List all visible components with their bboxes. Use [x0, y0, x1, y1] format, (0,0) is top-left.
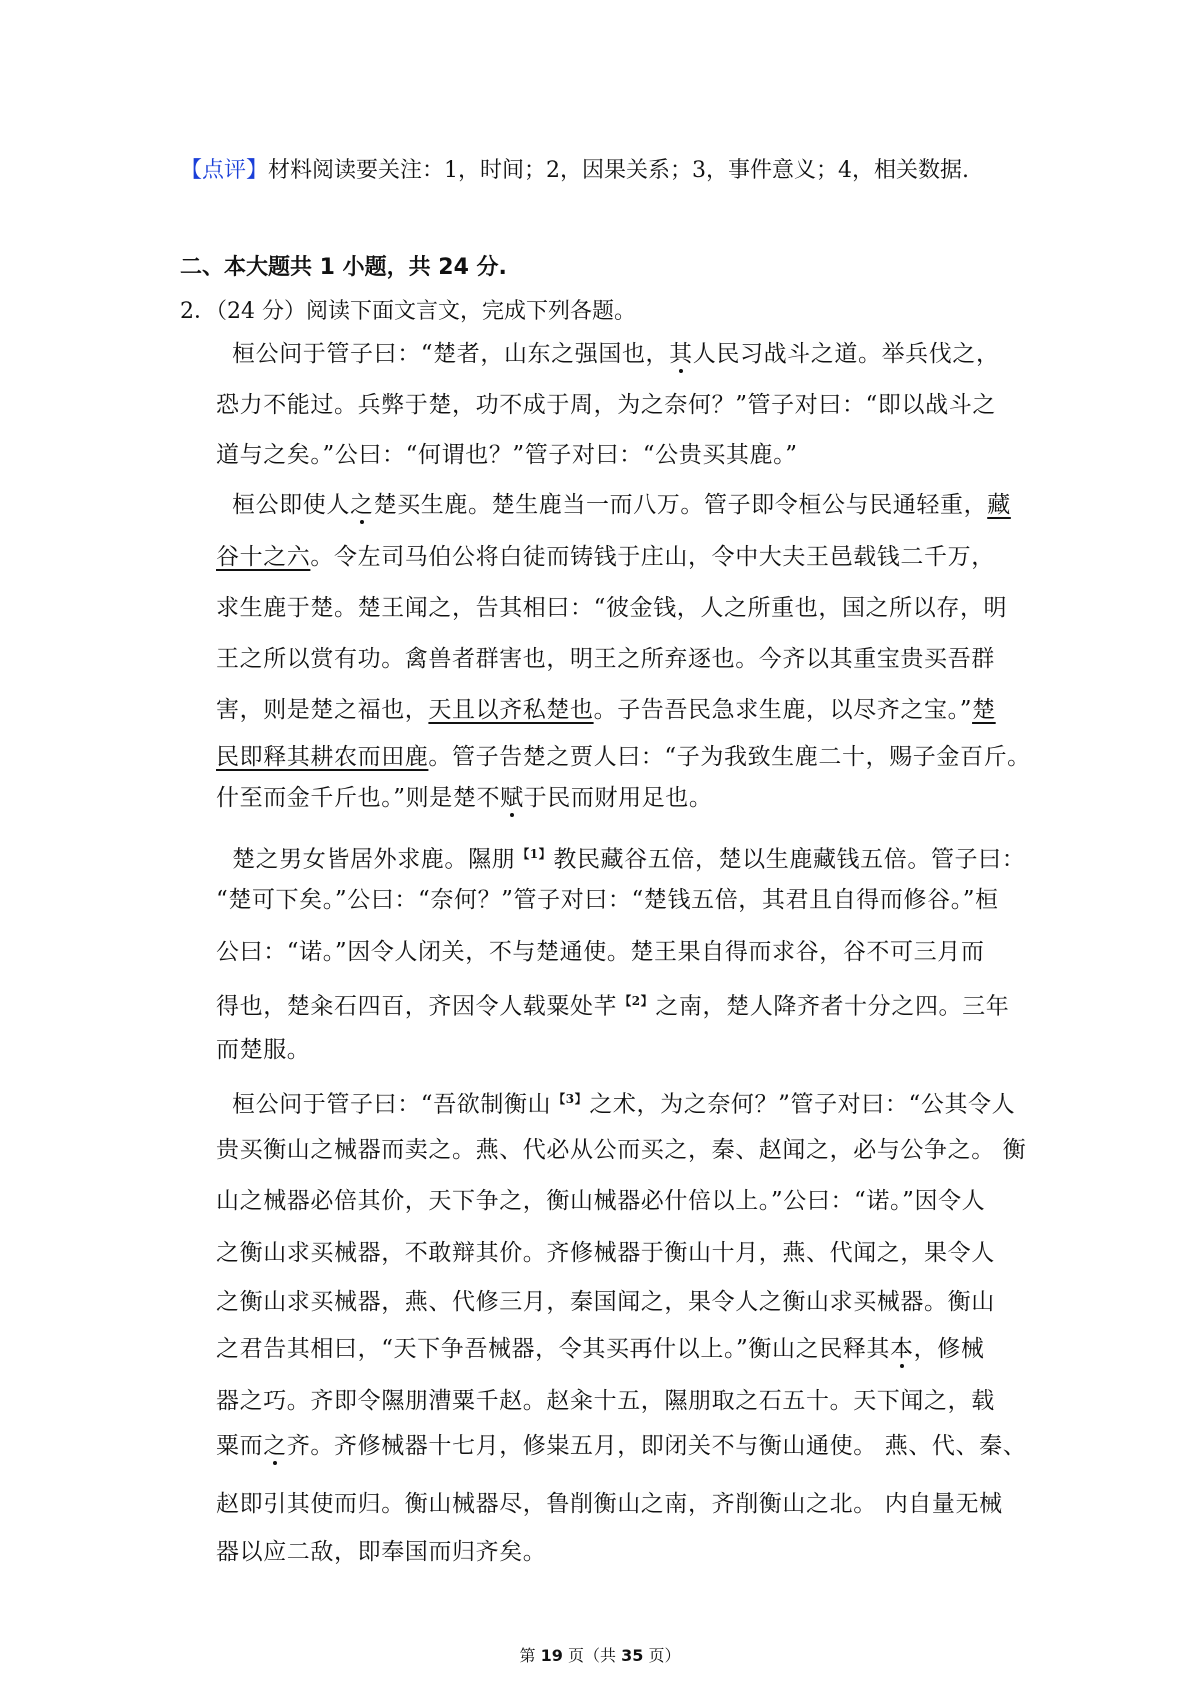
text-span: 桓公问于管子曰：“吾欲制衡山 [232, 1091, 552, 1118]
section-title: 二、本大题共 1 小题，共 24 分. [180, 255, 507, 280]
comment-line [180, 155, 969, 187]
underlined-phrase: 藏 [987, 492, 1011, 518]
dotted-word: 之 [350, 492, 374, 518]
text-span: 什至而金千斤也。”则是楚不 [216, 785, 501, 811]
text-span: 桓公即使人 [232, 492, 350, 518]
underlined-phrase: 谷十之六 [216, 544, 311, 570]
text-span: 人民习战斗之道。举兵伐之， [692, 341, 1000, 367]
text-span: 。令左司马伯公将白徒而铸钱于庄山，令中大夫王邑载钱二千万， [310, 544, 995, 570]
passage-line [216, 741, 1031, 773]
text-span: 害，则是楚之福也， [216, 697, 429, 723]
passage-line: 而楚服。 [216, 1037, 311, 1063]
page-number: 19 [540, 1646, 563, 1665]
text-span: 于民而财用足也。 [523, 785, 713, 811]
text-span: 。子告吾民急求生鹿，以尽齐之宝。” [593, 697, 973, 723]
footer-text: 第 [519, 1646, 536, 1665]
passage-line: 山之械器必倍其价，天下争之，衡山械器必什倍以上。”公曰：“诺。”因令人 [216, 1188, 986, 1214]
passage-line: 之衡山求买械器，燕、代修三月，秦国闻之，果令人之衡山求买械器。衡山 [216, 1289, 995, 1315]
text-span: 粟而 [216, 1433, 264, 1459]
passage-line [232, 1083, 1015, 1121]
passage-line: 王之所以赏有功。禽兽者群害也，明王之所弃逐也。今齐以其重宝贵买吾群 [216, 646, 995, 672]
text-span: 之君告其相曰，“天下争吾械器，令其买再什以上。”衡山之民释其 [216, 1336, 891, 1362]
text-span: 教民藏谷五倍，楚以生鹿藏钱五倍。管子曰： [553, 846, 1026, 873]
footnote-marker: 【2】 [619, 994, 654, 1008]
dotted-word: 其 [669, 341, 693, 367]
passage-line: 道与之矣。”公曰：“何谓也？”管子对曰：“公贵买其鹿。” [216, 442, 798, 468]
passage-line: 赵即引其使而归。衡山械器尽，鲁削衡山之南，齐削衡山之北。 内自量无械 [216, 1491, 1003, 1517]
text-span: 桓公问于管子曰：“楚者，山东之强国也， [232, 341, 670, 367]
text-span: 之术，为之奈何？”管子对曰：“公其令人 [589, 1091, 1016, 1118]
underlined-phrase: 楚 [972, 697, 996, 723]
footer-text: 页（共 [567, 1646, 616, 1665]
text-span: 楚买生鹿。楚生鹿当一而八万。管子即令桓公与民通轻重， [373, 492, 988, 518]
text-span: 得也，楚籴石四百，齐因令人载粟处芊 [216, 993, 618, 1020]
passage-line [216, 1333, 984, 1365]
passage-line [216, 1430, 1026, 1462]
passage-line [232, 489, 1011, 521]
passage-line: 求生鹿于楚。楚王闻之，告其相曰：“彼金钱，人之所重也，国之所以存，明 [216, 595, 1008, 621]
passage-line: 恐力不能过。兵弊于楚，功不成于周，为之奈何？”管子对曰：“即以战斗之 [216, 392, 996, 418]
comment-tag: 【点评】 [180, 158, 269, 183]
passage-line [232, 338, 1000, 370]
page-footer [0, 1643, 1200, 1666]
text-span: 。管子告楚之贾人曰：“子为我致生鹿二十，赐子金百斤。 [428, 744, 1031, 770]
passage-line [216, 985, 1009, 1023]
text-span: 齐。齐修械器十七月，修粜五月，即闭关不与衡山通使。 燕、代、秦、 [286, 1433, 1027, 1459]
footnote-marker: 【1】 [517, 847, 552, 861]
passage-line [216, 694, 996, 726]
text-span: 之南，楚人降齐者十分之四。三年 [655, 993, 1010, 1020]
dotted-word: 赋 [500, 785, 524, 811]
dotted-word: 之 [263, 1433, 287, 1459]
comment-text: 材料阅读要关注：1，时间；2，因果关系；3，事件意义；4，相关数据. [268, 158, 969, 183]
dotted-word: 本 [890, 1336, 914, 1362]
passage-line: 器之巧。齐即令隰朋漕粟千赵。赵籴十五，隰朋取之石五十。天下闻之，载 [216, 1388, 995, 1414]
passage-line: 贵买衡山之械器而卖之。燕、代必从公而买之，秦、赵闻之，必与公争之。 衡 [216, 1137, 1027, 1163]
question-head: 2．（24 分）阅读下面文言文，完成下列各题。 [180, 299, 636, 324]
footnote-marker: 【3】 [553, 1092, 588, 1106]
total-pages: 35 [621, 1646, 644, 1665]
passage-line [216, 782, 712, 814]
footer-text: 页） [648, 1646, 681, 1665]
underlined-phrase: 民即释其耕农而田鹿 [216, 744, 429, 770]
passage-line: 公曰：“诺。”因令人闭关，不与楚通使。楚王果自得而求谷，谷不可三月而 [216, 939, 985, 965]
text-span: 楚之男女皆居外求鹿。隰朋 [232, 846, 516, 873]
passage-line: “楚可下矣。”公曰：“奈何？”管子对曰：“楚钱五倍，其君且自得而修谷。”桓 [216, 887, 999, 913]
passage-line: 之衡山求买械器，不敢辩其价。齐修械器于衡山十月，燕、代闻之，果令人 [216, 1240, 995, 1266]
passage-line [232, 838, 1025, 876]
passage-line [216, 541, 995, 573]
underlined-phrase: 天且以齐私楚也 [428, 697, 594, 723]
passage-line: 器以应二敌，即奉国而归齐矣。 [216, 1539, 547, 1565]
text-span: ，修械 [913, 1336, 985, 1362]
